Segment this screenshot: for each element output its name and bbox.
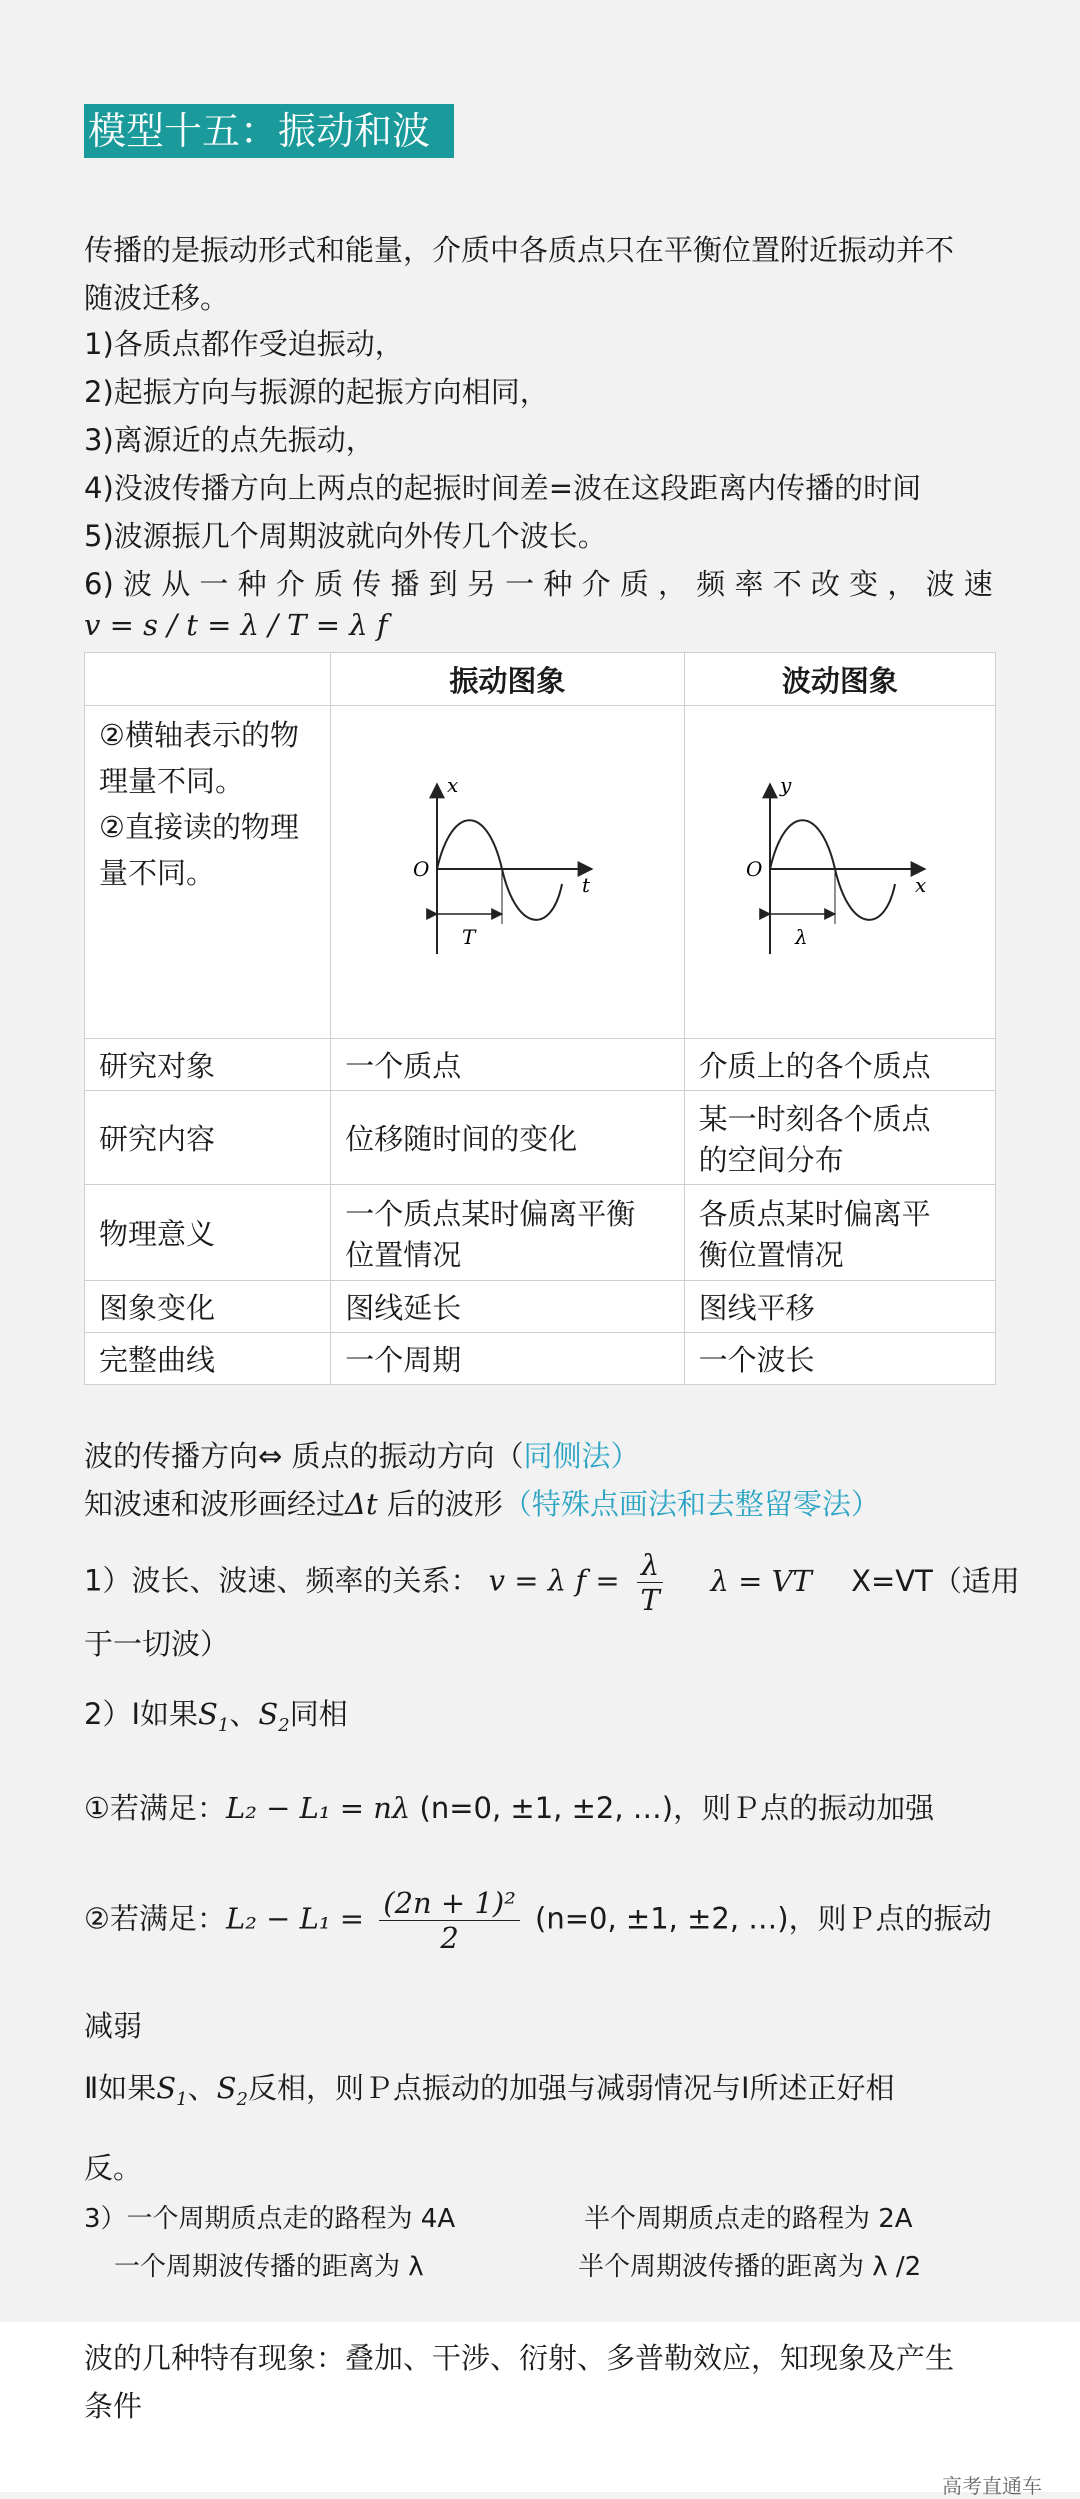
relation-line-2: 于一切波） [84, 1627, 230, 1661]
point-6: 6) 波 从 一 种 介 质 传 播 到 另 一 种 介 质 ， 频 率 不 改 变 ， 波 速 [84, 567, 993, 601]
coherent-sources-line: 2）Ⅰ如果$S_1$、$S_2$同相 [84, 1697, 348, 1736]
period-line-2: 一个周期波传播的距离为 λ [114, 2252, 424, 2282]
wave-shape-line: 知波速和波形画经过Δt 后的波形（特殊点画法和去整留零法） [84, 1487, 880, 1521]
wave-y-label: y [779, 773, 792, 797]
intro-line-1: 传播的是振动形式和能量，介质中各质点只在平衡位置附近振动并不 [84, 233, 955, 267]
wave-x-label: x [914, 872, 927, 897]
vib-x-label: t [582, 872, 591, 897]
footer-line-1: 波的几种特有现象：叠加、干涉、衍射、多普勒效应，知现象及产生 [84, 2341, 955, 2375]
point-4: 4)没波传播方向上两点的起振时间差=波在这段距离内传播的时间 [84, 471, 922, 505]
table-row: 图象变化 图线延长 图线平移 [85, 1281, 996, 1333]
comparison-table [84, 652, 996, 1385]
relation-fraction: $\frac{\lambda}{T}$ [637, 1548, 663, 1617]
footer-line-2: 条件 [84, 2389, 143, 2423]
relation-line: 1）波长、波速、频率的关系： v = λ f = $\frac{\lambda}{T}$ λ = VT X=VT（适用 [84, 1548, 1020, 1617]
period-line-1b: 半个周期质点走的路程为 2A [584, 2204, 913, 2234]
period-line-2b: 半个周期波传播的距离为 λ /2 [578, 2252, 922, 2282]
vibration-graph-cell [331, 706, 684, 1039]
table-row: 物理意义 一个质点某时偏离平衡 位置情况 各质点某时偏离平 衡位置情况 [85, 1185, 996, 1281]
wave-length-label: λ [794, 924, 808, 949]
wave-graph-cell [684, 706, 995, 1039]
vibration-graph [407, 774, 607, 964]
condition-weaken-end: 减弱 [84, 2009, 143, 2043]
table-row: 研究对象 一个质点 介质上的各个质点 [85, 1039, 996, 1091]
condition-weaken: ②若满足：L₂ − L₁ = $\frac{\text{(2n + 1)²}}{2}$ (n=0, ±1, ±2, …)，则Ｐ点的振动 [84, 1886, 992, 1955]
weaken-fraction: $\frac{\text{(2n + 1)²}}{2}$ [379, 1886, 520, 1955]
vib-period-label: T [462, 924, 476, 949]
point-1: 1)各质点都作受迫振动， [84, 327, 404, 361]
antiphase-line: Ⅱ如果$S_1$、$S_2$反相，则Ｐ点振动的加强与减弱情况与Ⅰ所述正好相 [84, 2071, 895, 2110]
antiphase-line-2: 反。 [84, 2151, 143, 2185]
page-title: 模型十五：振动和波 [84, 104, 454, 158]
vib-origin-label: O [413, 856, 430, 881]
table-row: 完整曲线 一个周期 一个波长 [85, 1333, 996, 1385]
wave-curve [770, 820, 895, 920]
point-3: 3)离源近的点先振动， [84, 423, 375, 457]
header-empty [85, 653, 331, 706]
footer-box [0, 2322, 1080, 2492]
point-5: 5)波源振几个周期波就向外传几个波长。 [84, 519, 607, 553]
table-row: 研究内容 位移随时间的变化 某一时刻各个质点 的空间分布 [85, 1091, 996, 1185]
vib-y-label: x [447, 773, 459, 797]
graph-note-cell: ②横轴表示的物 理量不同。 ②直接读的物理 量不同。 [85, 706, 331, 1039]
header-vibration: 振动图象 [331, 653, 684, 706]
wave-direction-line: 波的传播方向⇔ 质点的振动方向（同侧法） [84, 1439, 640, 1473]
wave-graph [740, 774, 940, 964]
watermark: 高考直通车 [942, 2474, 1042, 2498]
vib-curve [437, 820, 562, 920]
header-wave: 波动图象 [684, 653, 995, 706]
point-6-formula: v = s / t = λ / T = λ f [84, 608, 388, 642]
condition-strengthen: ①若满足：L₂ − L₁ = nλ (n=0, ±1, ±2, …)，则Ｐ点的振动加强 [84, 1791, 935, 1825]
wave-origin-label: O [745, 856, 763, 881]
point-2: 2)起振方向与振源的起振方向相同， [84, 375, 549, 409]
period-line-1: 3）一个周期质点走的路程为 4A [84, 2204, 456, 2234]
intro-line-2: 随波迁移。 [84, 281, 230, 315]
